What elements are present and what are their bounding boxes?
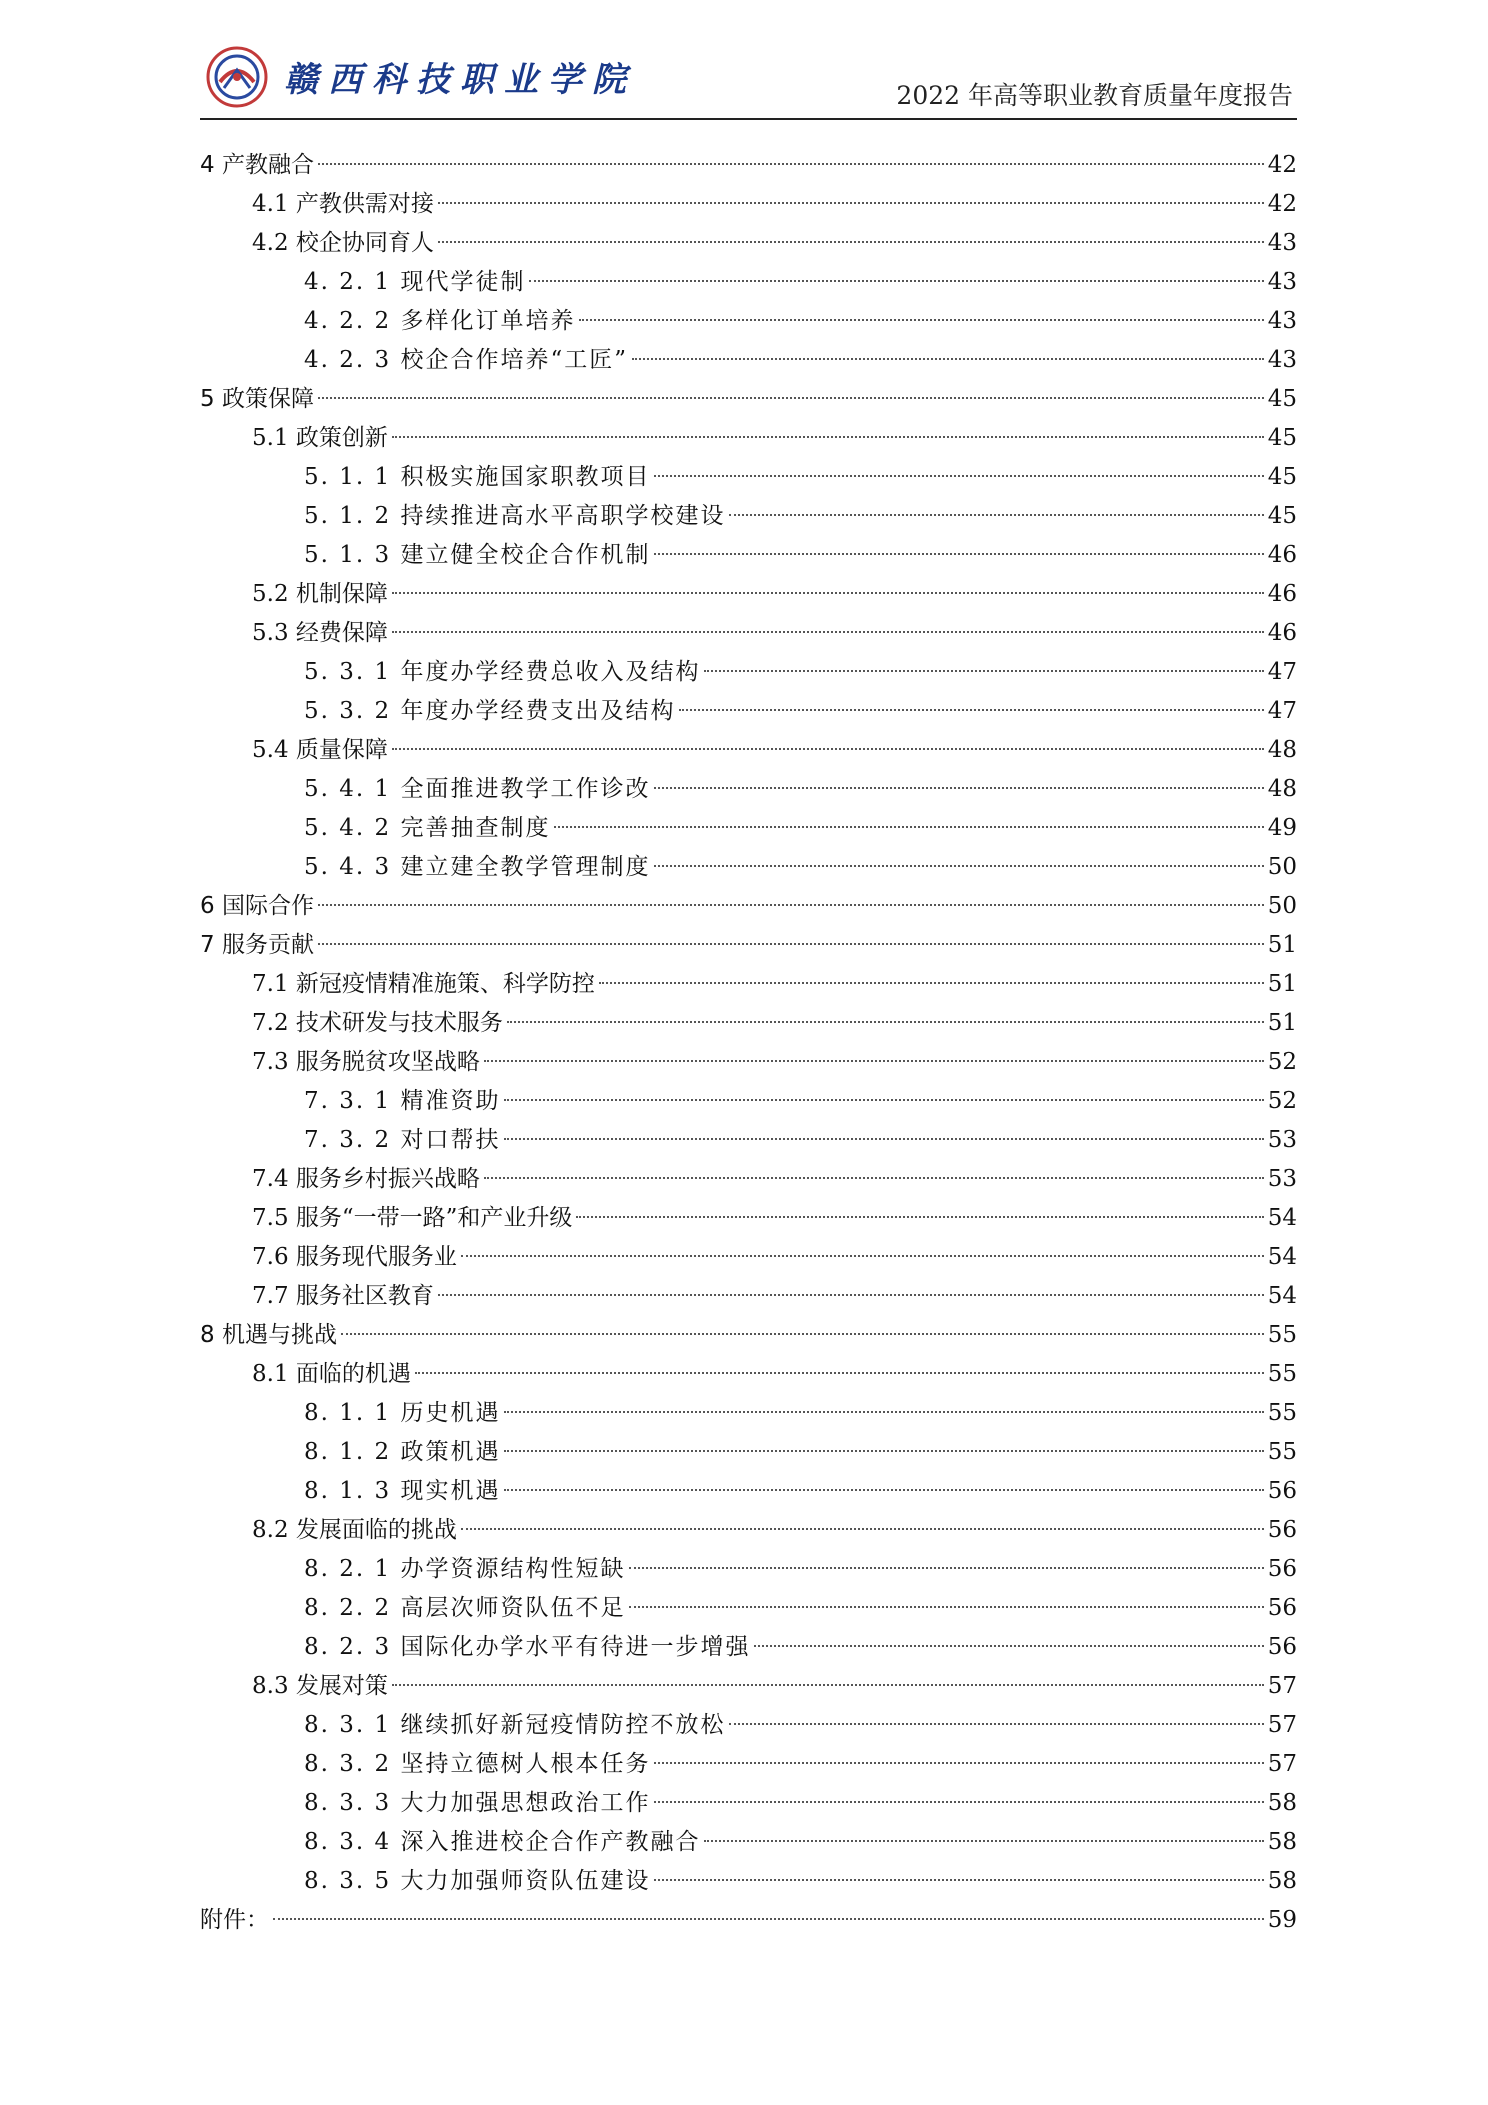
toc-dot-leader — [341, 1333, 1264, 1335]
toc-entry[interactable] — [200, 1472, 1297, 1511]
toc-entry-label: 7.7 服务社区教育 — [252, 1283, 434, 1309]
toc-entry-page: 55 — [1267, 1400, 1297, 1426]
toc-entry-page: 50 — [1267, 854, 1297, 880]
toc-entry-label: 8. 3. 5 大力加强师资队伍建设 — [304, 1868, 651, 1894]
toc-dot-leader — [579, 319, 1263, 321]
toc-entry[interactable] — [200, 263, 1297, 302]
toc-entry-label: 8. 3. 4 深入推进校企合作产教融合 — [304, 1829, 701, 1855]
toc-entry[interactable] — [200, 1511, 1297, 1550]
toc-entry-label: 8. 1. 3 现实机遇 — [304, 1478, 501, 1504]
toc-entry[interactable] — [200, 1901, 1297, 1940]
toc-entry-page: 59 — [1267, 1907, 1297, 1933]
toc-entry-page: 46 — [1267, 581, 1297, 607]
toc-dot-leader — [704, 670, 1263, 672]
toc-entry-label: 8. 3. 1 继续抓好新冠疫情防控不放松 — [304, 1712, 726, 1738]
toc-entry-label: 7. 3. 1 精准资助 — [304, 1088, 501, 1114]
toc-entry-page: 54 — [1267, 1205, 1297, 1231]
toc-entry-page: 43 — [1267, 230, 1297, 256]
toc-entry-label: 8. 2. 2 高层次师资队伍不足 — [304, 1595, 626, 1621]
toc-entry[interactable] — [200, 224, 1297, 263]
toc-entry-label: 4 产教融合 — [200, 152, 314, 178]
toc-entry[interactable] — [200, 302, 1297, 341]
toc-entry-label: 7.2 技术研发与技术服务 — [252, 1010, 503, 1036]
toc-entry[interactable] — [200, 380, 1297, 419]
toc-entry-page: 57 — [1267, 1751, 1297, 1777]
toc-entry-page: 56 — [1267, 1556, 1297, 1582]
toc-entry-page: 52 — [1267, 1088, 1297, 1114]
toc-entry-label: 8 机遇与挑战 — [200, 1322, 337, 1348]
toc-entry-label: 5.3 经费保障 — [252, 620, 388, 646]
toc-dot-leader — [654, 1879, 1263, 1881]
toc-entry[interactable] — [200, 1784, 1297, 1823]
toc-entry[interactable] — [200, 1667, 1297, 1706]
toc-dot-leader — [504, 1450, 1263, 1452]
toc-dot-leader — [679, 709, 1263, 711]
toc-dot-leader — [318, 904, 1264, 906]
toc-entry-label: 4.1 产教供需对接 — [252, 191, 434, 217]
toc-dot-leader — [415, 1372, 1264, 1374]
toc-entry[interactable] — [200, 1043, 1297, 1082]
toc-entry-page: 47 — [1267, 698, 1297, 724]
toc-entry-label: 8. 2. 1 办学资源结构性短缺 — [304, 1556, 626, 1582]
toc-entry[interactable] — [200, 1862, 1297, 1901]
school-emblem-icon — [206, 46, 268, 108]
toc-dot-leader — [392, 436, 1264, 438]
toc-entry-page: 50 — [1267, 893, 1297, 919]
toc-entry[interactable] — [200, 692, 1297, 731]
toc-entry[interactable] — [200, 965, 1297, 1004]
toc-entry-page: 52 — [1267, 1049, 1297, 1075]
toc-entry-label: 6 国际合作 — [200, 893, 314, 919]
toc-entry-page: 42 — [1267, 191, 1297, 217]
toc-dot-leader — [554, 826, 1263, 828]
toc-entry[interactable] — [200, 848, 1297, 887]
toc-dot-leader — [754, 1645, 1263, 1647]
toc-dot-leader — [729, 514, 1263, 516]
toc-entry-page: 46 — [1267, 620, 1297, 646]
toc-entry-label: 8. 1. 1 历史机遇 — [304, 1400, 501, 1426]
toc-entry-label: 附件： — [200, 1907, 269, 1933]
toc-entry-label: 5. 1. 3 建立健全校企合作机制 — [304, 542, 651, 568]
toc-entry[interactable] — [200, 1082, 1297, 1121]
toc-entry-label: 5. 3. 1 年度办学经费总收入及结构 — [304, 659, 701, 685]
toc-entry-page: 51 — [1267, 1010, 1297, 1036]
toc-entry[interactable] — [200, 1121, 1297, 1160]
toc-entry-label: 4. 2. 3 校企合作培养“工匠” — [304, 347, 628, 373]
toc-dot-leader — [654, 1762, 1263, 1764]
toc-entry-label: 4. 2. 2 多样化订单培养 — [304, 308, 576, 334]
toc-dot-leader — [704, 1840, 1263, 1842]
toc-entry-label: 7.1 新冠疫情精准施策、科学防控 — [252, 971, 595, 997]
toc-dot-leader — [484, 1177, 1264, 1179]
toc-entry-page: 57 — [1267, 1673, 1297, 1699]
toc-entry-page: 55 — [1267, 1439, 1297, 1465]
toc-entry-page: 42 — [1267, 152, 1297, 178]
toc-entry-label: 7 服务贡献 — [200, 932, 314, 958]
toc-entry-page: 46 — [1267, 542, 1297, 568]
toc-entry[interactable] — [200, 1589, 1297, 1628]
toc-entry-label: 5 政策保障 — [200, 386, 314, 412]
toc-entry-label: 8. 2. 3 国际化办学水平有待进一步增强 — [304, 1634, 751, 1660]
toc-entry[interactable] — [200, 458, 1297, 497]
toc-entry-page: 45 — [1267, 503, 1297, 529]
toc-entry[interactable] — [200, 419, 1297, 458]
toc-entry-label: 5. 3. 2 年度办学经费支出及结构 — [304, 698, 676, 724]
toc-dot-leader — [484, 1060, 1264, 1062]
toc-entry-label: 7.3 服务脱贫攻坚战略 — [252, 1049, 480, 1075]
toc-entry[interactable] — [200, 1706, 1297, 1745]
toc-entry[interactable] — [200, 146, 1297, 185]
toc-entry-page: 58 — [1267, 1868, 1297, 1894]
toc-entry-page: 45 — [1267, 425, 1297, 451]
toc-entry-label: 7.5 服务“一带一路”和产业升级 — [252, 1205, 573, 1231]
toc-entry-label: 4. 2. 1 现代学徒制 — [304, 269, 526, 295]
toc-entry[interactable] — [200, 1160, 1297, 1199]
toc-dot-leader — [632, 358, 1264, 360]
school-name: 赣西科技职业学院 — [284, 60, 636, 100]
toc-entry-label: 5.2 机制保障 — [252, 581, 388, 607]
toc-entry-page: 55 — [1267, 1322, 1297, 1348]
toc-entry-label: 8. 3. 3 大力加强思想政治工作 — [304, 1790, 651, 1816]
toc-dot-leader — [504, 1411, 1263, 1413]
toc-entry-label: 5. 1. 2 持续推进高水平高职学校建设 — [304, 503, 726, 529]
toc-entry[interactable] — [200, 1823, 1297, 1862]
toc-dot-leader — [654, 553, 1263, 555]
toc-entry-page: 53 — [1267, 1127, 1297, 1153]
toc-entry-page: 47 — [1267, 659, 1297, 685]
toc-entry[interactable] — [200, 926, 1297, 965]
toc-dot-leader — [654, 1801, 1263, 1803]
toc-entry-label: 7.6 服务现代服务业 — [252, 1244, 457, 1270]
toc-entry-label: 8. 3. 2 坚持立德树人根本任务 — [304, 1751, 651, 1777]
toc-entry[interactable] — [200, 185, 1297, 224]
toc-entry[interactable] — [200, 1628, 1297, 1667]
toc-entry-page: 53 — [1267, 1166, 1297, 1192]
toc-entry-page: 43 — [1267, 308, 1297, 334]
toc-dot-leader — [599, 982, 1264, 984]
toc-entry[interactable] — [200, 1004, 1297, 1043]
toc-entry[interactable] — [200, 536, 1297, 575]
toc-entry-page: 51 — [1267, 971, 1297, 997]
toc-dot-leader — [318, 397, 1264, 399]
toc-entry[interactable] — [200, 1433, 1297, 1472]
toc-entry-label: 5. 4. 2 完善抽查制度 — [304, 815, 551, 841]
toc-entry[interactable] — [200, 809, 1297, 848]
toc-dot-leader — [504, 1138, 1263, 1140]
toc-entry-page: 43 — [1267, 269, 1297, 295]
toc-dot-leader — [461, 1255, 1264, 1257]
toc-entry[interactable] — [200, 731, 1297, 770]
toc-entry[interactable] — [200, 1238, 1297, 1277]
toc-entry[interactable] — [200, 1550, 1297, 1589]
toc-entry-page: 56 — [1267, 1634, 1297, 1660]
toc-entry-page: 58 — [1267, 1790, 1297, 1816]
toc-dot-leader — [273, 1918, 1264, 1920]
toc-entry[interactable] — [200, 1355, 1297, 1394]
toc-entry-page: 56 — [1267, 1595, 1297, 1621]
toc-entry-label: 7. 3. 2 对口帮扶 — [304, 1127, 501, 1153]
toc-dot-leader — [729, 1723, 1263, 1725]
toc-entry-label: 5. 4. 3 建立建全教学管理制度 — [304, 854, 651, 880]
toc-entry-label: 7.4 服务乡村振兴战略 — [252, 1166, 480, 1192]
toc-entry-page: 54 — [1267, 1283, 1297, 1309]
toc-entry-page: 48 — [1267, 737, 1297, 763]
toc-entry[interactable] — [200, 575, 1297, 614]
toc-dot-leader — [504, 1489, 1263, 1491]
toc-dot-leader — [654, 787, 1263, 789]
toc-entry[interactable] — [200, 653, 1297, 692]
toc-entry-label: 5.1 政策创新 — [252, 425, 388, 451]
toc-entry-page: 48 — [1267, 776, 1297, 802]
toc-dot-leader — [438, 1294, 1264, 1296]
toc-entry-label: 5. 1. 1 积极实施国家职教项目 — [304, 464, 651, 490]
toc-entry[interactable] — [200, 1199, 1297, 1238]
toc-dot-leader — [392, 592, 1264, 594]
toc-dot-leader — [507, 1021, 1264, 1023]
toc-entry-page: 45 — [1267, 386, 1297, 412]
toc-entry[interactable] — [200, 770, 1297, 809]
toc-entry-page: 45 — [1267, 464, 1297, 490]
toc-entry[interactable] — [200, 341, 1297, 380]
table-of-contents — [200, 146, 1297, 1940]
toc-entry-page: 43 — [1267, 347, 1297, 373]
toc-entry-page: 49 — [1267, 815, 1297, 841]
toc-entry-label: 5. 4. 1 全面推进教学工作诊改 — [304, 776, 651, 802]
toc-dot-leader — [392, 631, 1264, 633]
toc-entry[interactable] — [200, 1316, 1297, 1355]
toc-dot-leader — [438, 202, 1264, 204]
toc-dot-leader — [392, 748, 1264, 750]
toc-dot-leader — [629, 1567, 1263, 1569]
toc-entry[interactable] — [200, 497, 1297, 536]
toc-dot-leader — [318, 163, 1264, 165]
toc-dot-leader — [654, 475, 1263, 477]
toc-entry[interactable] — [200, 614, 1297, 653]
toc-dot-leader — [438, 241, 1264, 243]
report-title: 2022 年高等职业教育质量年度报告 — [896, 81, 1293, 110]
toc-entry[interactable] — [200, 1745, 1297, 1784]
toc-dot-leader — [576, 1216, 1263, 1218]
toc-entry-label: 5.4 质量保障 — [252, 737, 388, 763]
toc-entry-label: 8.2 发展面临的挑战 — [252, 1517, 457, 1543]
toc-entry-page: 57 — [1267, 1712, 1297, 1738]
toc-entry[interactable] — [200, 1394, 1297, 1433]
toc-entry-label: 8.3 发展对策 — [252, 1673, 388, 1699]
toc-dot-leader — [654, 865, 1263, 867]
toc-entry-page: 51 — [1267, 932, 1297, 958]
toc-entry-page: 54 — [1267, 1244, 1297, 1270]
toc-dot-leader — [461, 1528, 1264, 1530]
toc-entry-label: 8.1 面临的机遇 — [252, 1361, 411, 1387]
page-header — [200, 42, 1297, 120]
toc-dot-leader — [392, 1684, 1264, 1686]
toc-entry-label: 4.2 校企协同育人 — [252, 230, 434, 256]
toc-dot-leader — [504, 1099, 1263, 1101]
toc-entry-label: 8. 1. 2 政策机遇 — [304, 1439, 501, 1465]
toc-entry-page: 55 — [1267, 1361, 1297, 1387]
toc-entry-page: 58 — [1267, 1829, 1297, 1855]
toc-dot-leader — [318, 943, 1264, 945]
toc-entry[interactable] — [200, 1277, 1297, 1316]
toc-entry[interactable] — [200, 887, 1297, 926]
toc-dot-leader — [629, 1606, 1263, 1608]
toc-entry-page: 56 — [1267, 1517, 1297, 1543]
toc-entry-page: 56 — [1267, 1478, 1297, 1504]
toc-dot-leader — [529, 280, 1263, 282]
